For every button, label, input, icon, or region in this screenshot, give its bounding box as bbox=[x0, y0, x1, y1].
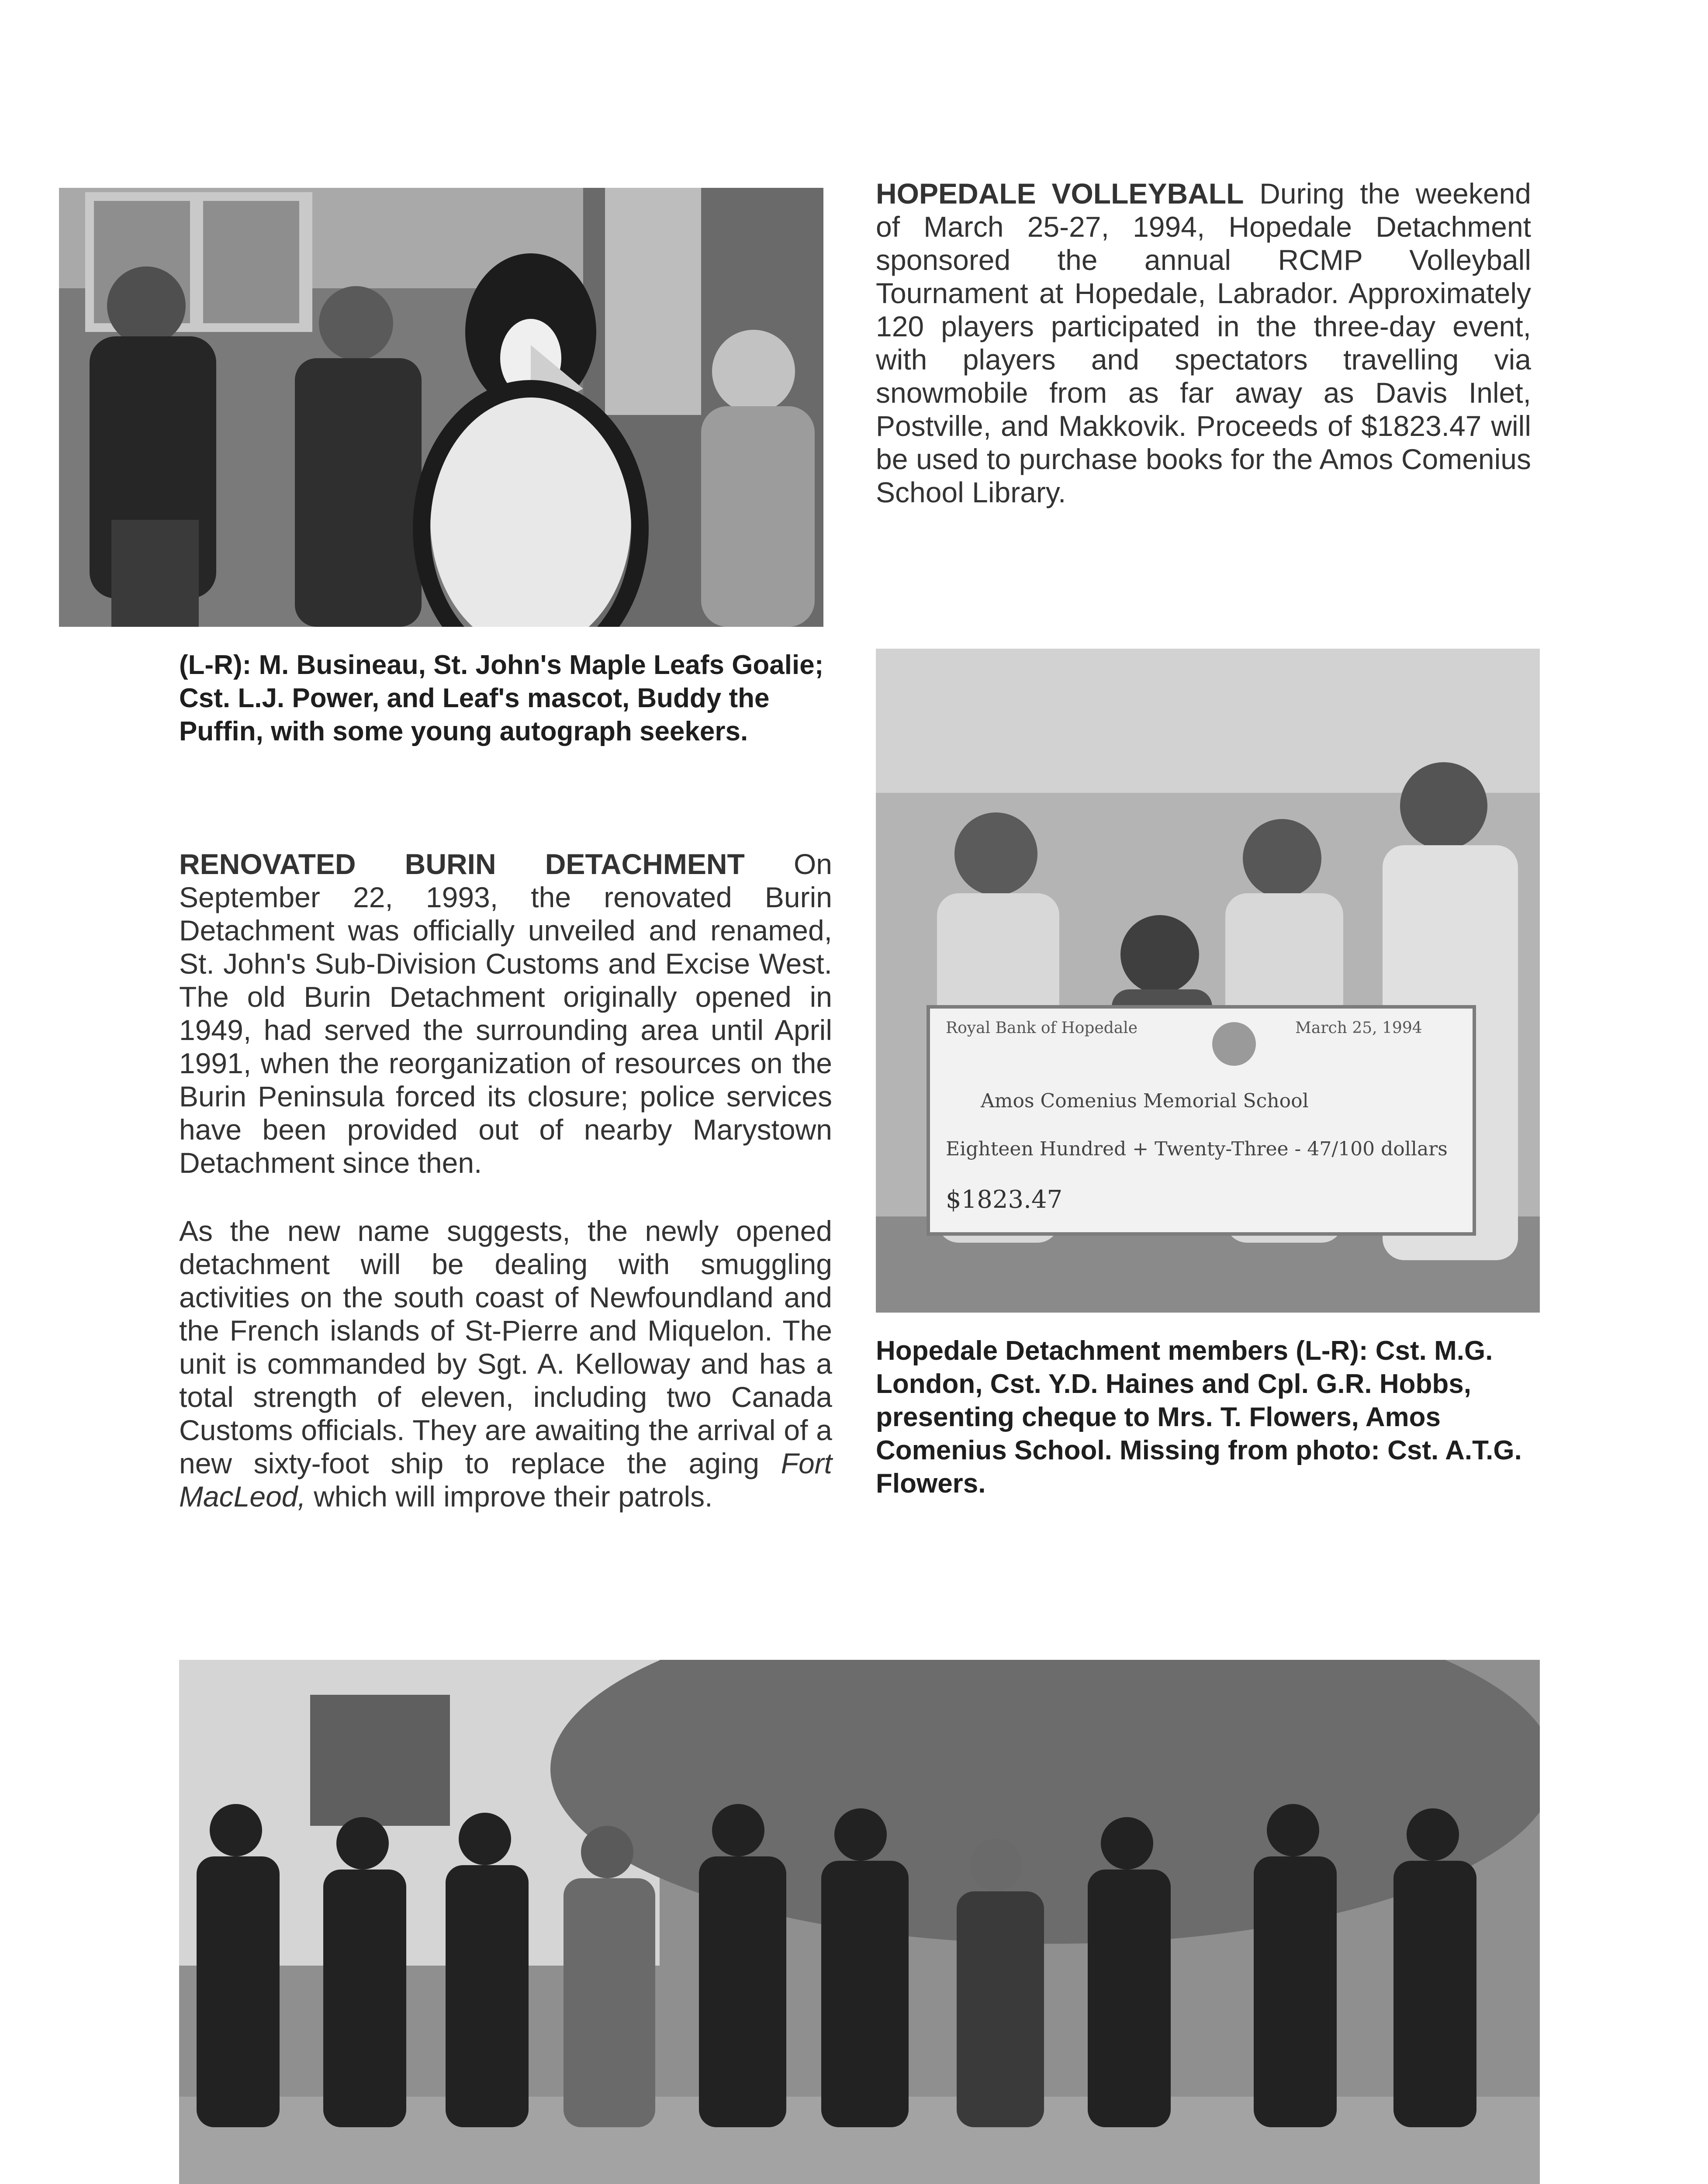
article-hopedale-volleyball bbox=[876, 177, 1531, 509]
cheque-payer: Royal Bank of Hopedale bbox=[946, 1019, 1138, 1037]
cheque-date: March 25, 1994 bbox=[1295, 1019, 1422, 1037]
body-burin-continued-after: which will improve their patrols. bbox=[314, 1480, 713, 1513]
caption-cheque-presentation: Hopedale Detachment members (L-R): Cst. M.G. London, Cst. Y.D. Haines and Cpl. G.R. Hobbs, presenting cheque to Mrs. T. Flowers, Amos Comenius School. Missing from photo: Cst. A.T.G. Flowers. bbox=[876, 1336, 1522, 1499]
ship-name: Fort MacLeod, bbox=[179, 1447, 832, 1513]
body-burin-detachment: On September 22, 1993, the renovated Burin Detachment was officially unveiled and renamed, St. John's Sub-Division Customs and Excise West. The old Burin Detachment originally opened in 1949, had served the surrounding area until April 1991, when the reorganization of resources on the Burin Peninsula forced its closure; police services have been provided out of nearby Marystown Detachment since then. bbox=[179, 848, 832, 1179]
cheque-payee: Amos Comenius Memorial School bbox=[981, 1090, 1309, 1112]
cheque-amount-words: Eighteen Hundred + Twenty-Three - 47/100 dollars bbox=[946, 1138, 1448, 1160]
article-burin-continued bbox=[179, 1214, 832, 1513]
heading-hopedale-volleyball: HOPEDALE VOLLEYBALL bbox=[876, 177, 1244, 210]
body-hopedale-volleyball: During the weekend of March 25-27, 1994, Hopedale Detachment sponsored the annual RCMP Volleyball Tournament at Hopedale, Labrador. Approximately 120 players participated in the three-day event, with players and spectators travelling via snowmobile from as far away as Davis Inlet, Postville, and Makkovik. Proceeds of $1823.47 will be used to purchase books for the Amos Comenius School Library. bbox=[876, 177, 1531, 508]
photo-group bbox=[179, 1660, 1540, 2184]
article-burin-detachment bbox=[179, 847, 832, 1179]
caption-maple-leafs: (L-R): M. Busineau, St. John's Maple Leafs Goalie; Cst. L.J. Power, and Leaf's mascot, Buddy the Puffin, with some young autograph seekers. bbox=[179, 650, 824, 746]
photo-maple-leafs-visit bbox=[59, 188, 823, 627]
cheque-amount: $1823.47 bbox=[946, 1185, 1063, 1214]
heading-burin-detachment: RENOVATED BURIN DETACHMENT bbox=[179, 848, 745, 880]
body-burin-continued-before: As the new name suggests, the newly opened detachment will be dealing with smuggling activities on the south coast of Newfoundland and the French islands of St-Pierre and Miquelon. The unit is commanded by Sgt. A. Kelloway and has a total strength of eleven, including two Canada Customs officials. They are awaiting the arrival of a new sixty-foot ship to replace the aging bbox=[179, 1215, 832, 1479]
photo-cheque-presentation bbox=[876, 649, 1540, 1313]
